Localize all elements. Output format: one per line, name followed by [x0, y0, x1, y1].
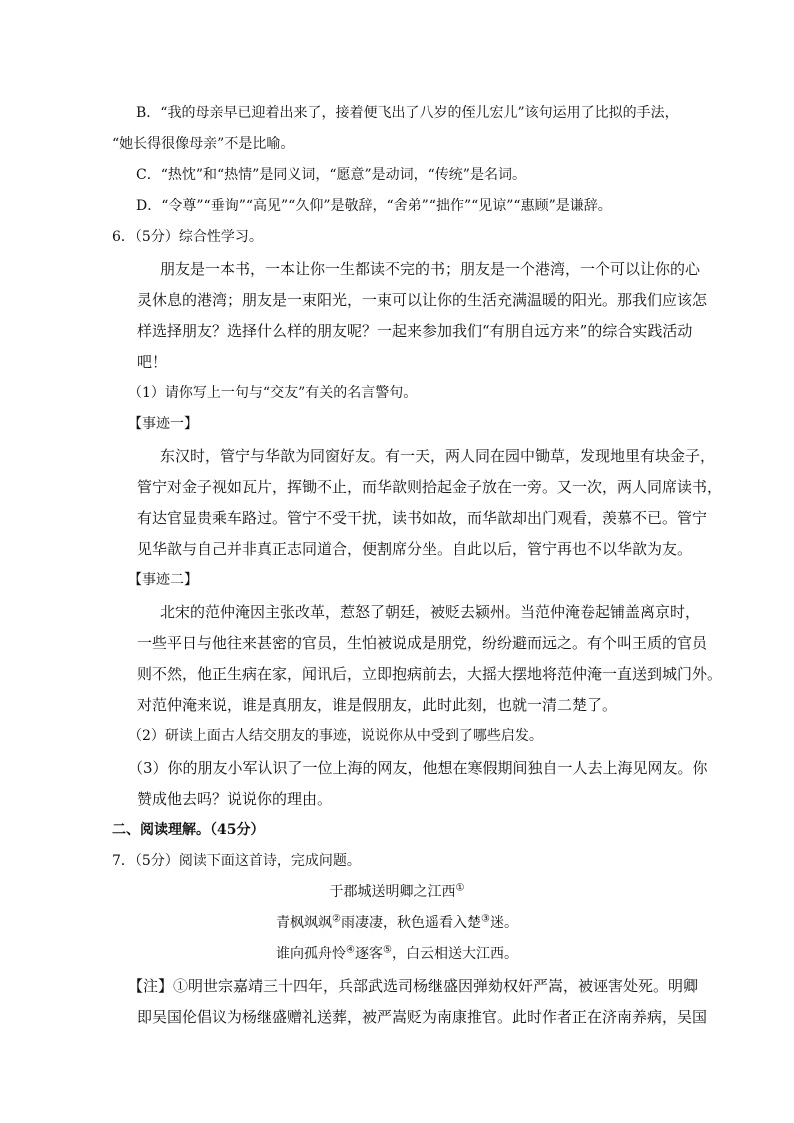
q6-sub3-line2: 赞成他去吗？说说你的理由。 [137, 790, 333, 808]
footnote-marker: ② [332, 913, 341, 925]
footnote-marker: ③ [481, 913, 490, 925]
poem-title: 于郡城送明卿之江西① [329, 882, 465, 900]
q5-option-b-line1: B．“我的母亲早已迎着出来了，接着便飞出了八岁的侄儿宏儿”该句运用了比拟的手法， [136, 105, 679, 121]
q6-story1-line: 有达官显贵乘车路过。管宁不受干扰，读书如故，而华歆却出门观看，羡慕不已。管宁 [137, 509, 708, 527]
section-heading: 二、阅读理解。（45分） [112, 822, 265, 838]
q5-option-b-line2: “她长得很像母亲”不是比喻。 [112, 136, 295, 152]
poem-line-2: 谁向孤舟怜④逐客⑤，白云相送大江西。 [276, 944, 518, 962]
q6-story2-line: 则不然，他正生病在家，闻讯后，立即抱病前去，大摇大摆地将范仲淹一直送到城门外。 [137, 665, 723, 683]
q6-story1-title: 【事迹一】 [128, 416, 198, 432]
q6-story1-line: 见华歆与自己并非真正志同道合，便割席分坐。自此以后，管宁再也不以华歆为友。 [137, 540, 693, 558]
q6-story2-line: 对范仲淹来说，谁是真朋友，谁是假朋友，此时此刻，也就一清二楚了。 [137, 696, 618, 714]
q6-story2-line: 一些平日与他往来甚密的官员，生怕被说成是朋党，纷纷避而远之。有个叫王质的官员 [137, 634, 708, 652]
poem-note-line1: 【注】①明世宗嘉靖三十四年，兵部武选司杨继盛因弹劾权奸严嵩，被诬害处死。明卿 [128, 977, 699, 995]
q6-sub2: （2）研读上面古人结交朋友的事迹，说说你从中受到了哪些启发。 [128, 728, 543, 744]
q5-option-c: C．“热忱”和“热情”是同义词，“愿意”是动词，“传统”是名词。 [136, 167, 526, 183]
q6-heading: 6．（5分）综合性学习。 [112, 229, 263, 245]
footnote-marker: ④ [346, 944, 355, 956]
q6-intro-line: 样选择朋友？选择什么样的朋友呢？一起来参加我们“有朋自远方来”的综合实践活动 [137, 322, 693, 340]
q6-story1-line: 管宁对金子视如瓦片，挥锄不止，而华歆则拾起金子放在一旁。又一次，两人同席读书， [137, 478, 723, 496]
q6-intro-line: 灵休息的港湾；朋友是一束阳光，一束可以让你的生活充满温暖的阳光。那我们应该怎 [137, 291, 708, 309]
q5-option-d: D．“令尊”“垂询”“高见”“久仰”是敬辞，“舍弟”“拙作”“见谅”“惠顾”是谦辞。 [136, 198, 612, 214]
q6-story2-title: 【事迹二】 [128, 572, 198, 588]
q6-sub3-line1: （3）你的朋友小军认识了一位上海的网友，他想在寒假期间独自一人去上海见网友。你 [128, 759, 708, 777]
q7-heading: 7．（5分）阅读下面这首诗，完成问题。 [112, 853, 361, 869]
poem-note-line2: 即吴国伦倡议为杨继盛赠礼送葬，被严嵩贬为南康推官。此时作者正在济南养病，吴国 [137, 1008, 708, 1026]
footnote-marker: ⑤ [383, 944, 392, 956]
q6-sub1: （1）请你写上一句与“交友”有关的名言警句。 [128, 385, 418, 401]
q6-intro-line: 朋友是一本书，一本让你一生都读不完的书；朋友是一个港湾，一个可以让你的心 [160, 260, 701, 278]
poem-line-1: 青枫飒飒②雨凄凄，秋色遥看入楚③迷。 [276, 913, 518, 931]
q6-intro-line: 吧！ [137, 353, 168, 371]
q6-story1-line: 东汉时，管宁与华歆为同窗好友。有一天，两人同在园中锄草，发现地里有块金子， [160, 447, 716, 465]
q6-story2-line: 北宋的范仲淹因主张改革，惹怒了朝廷，被贬去颍州。当范仲淹卷起铺盖离京时， [160, 603, 701, 621]
footnote-marker: ① [455, 882, 465, 894]
